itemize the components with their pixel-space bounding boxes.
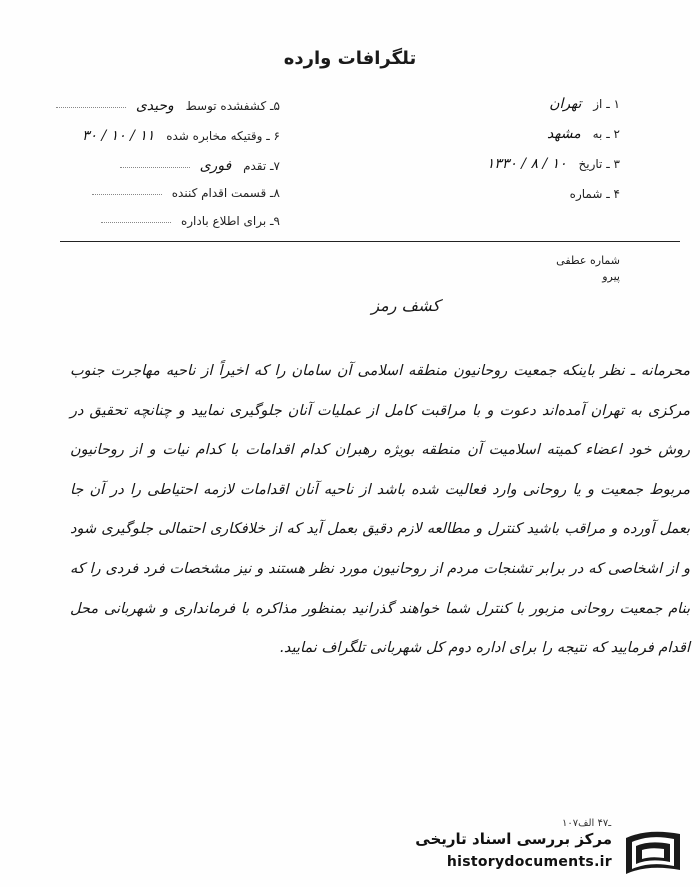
field-from-value: تهران (549, 96, 582, 112)
dotted-line (92, 193, 162, 195)
header-divider (60, 241, 680, 242)
letter-salutation: کشف رمز (371, 296, 440, 315)
watermark-title: مرکز بررسی اسناد تاریخی (415, 830, 612, 848)
field-number-label: ۴ ـ شماره (569, 187, 620, 201)
field-priority-label: ۷ـ تقدم (243, 159, 280, 173)
dotted-line (101, 221, 171, 223)
field-to (547, 126, 620, 142)
field-action-unit (92, 186, 280, 200)
document-number: ۱۰۷ـ۴۷ الف (562, 818, 612, 829)
watermark-url: historydocuments.ir (446, 854, 612, 870)
archive-number-label: شماره عطفی (556, 254, 620, 267)
field-sent-time (82, 128, 280, 144)
field-decoded-by (56, 98, 280, 114)
field-date-label: ۳ ـ تاریخ (578, 157, 620, 171)
field-info-dept-label: ۹ـ برای اطلاع باداره (180, 214, 280, 228)
field-to-label: ۲ ـ به (592, 127, 620, 141)
field-info-dept (101, 214, 280, 228)
field-to-value: مشهد (547, 126, 581, 142)
field-number (562, 186, 620, 202)
archive-number-sub: پیرو (602, 270, 620, 283)
dotted-line (56, 106, 126, 108)
field-date-value: ۱۰ / ۸ / ۱۳۳۰ (486, 156, 567, 172)
field-sent-time-value: ۱۱ / ۱۰ / ۳۰ (82, 128, 155, 144)
field-priority (120, 158, 280, 174)
archive-number (556, 253, 620, 285)
field-priority-value: فوری (199, 158, 232, 174)
letter-body: محرمانه ـ نظر باینکه جمعیت روحانیون منطقه اسلامی آن سامان را که اخیراً از ناحیه مهاجرت جنوب مرکزی به تهران آمده‌اند دعوت و با مراقبت کامل از عملیات آنان جلوگیری نمایید و چنانچه تحقیق در روش خود اعضاء کمیته اسلامیت آن منطقه بویژه رهبران کدام اقدامات با کدام نیات و از روحانیون مربوط جمعیت و یا روحانی وارد فعالیت شده باشد از ناحیه آنان اقدامات لازمه احتیاطی را در آن جا بعمل آورده و مراقب باشید کنترل و مطالعه لازم دقیق بعمل آید که از خلافکاری احتمالی جلوگیری شود و از اشخاصی که در برابر تشنجات مردم از روحانیون مورد نظر هستند و نیز مشخصات فرد فردی را که بنام جمعیت روحانی مزبور با کنترل شما خواهند گذرانید بمنظور مذاکره با فرمانداری و شهربانی محل اقدام فرمایید که نتیجه را برای اداره دوم کل شهربانی تلگراف نمایید. (70, 363, 690, 657)
field-from-label: ۱ ـ از (593, 97, 620, 111)
field-from (549, 96, 620, 112)
field-decoded-by-label: ۵ـ کشفشده توسط (185, 99, 280, 113)
field-date (487, 156, 620, 172)
archive-watermark (412, 822, 692, 880)
field-action-unit-label: ۸ـ قسمت اقدام کننده (171, 186, 280, 200)
form-title: تلگرافات وارده (283, 48, 417, 69)
dotted-line (120, 166, 190, 168)
book-logo-icon (618, 824, 688, 878)
field-decoded-by-value: وحیدی (135, 98, 174, 114)
field-sent-time-label: ۶ ـ وقتیکه مخابره شده (166, 129, 280, 143)
